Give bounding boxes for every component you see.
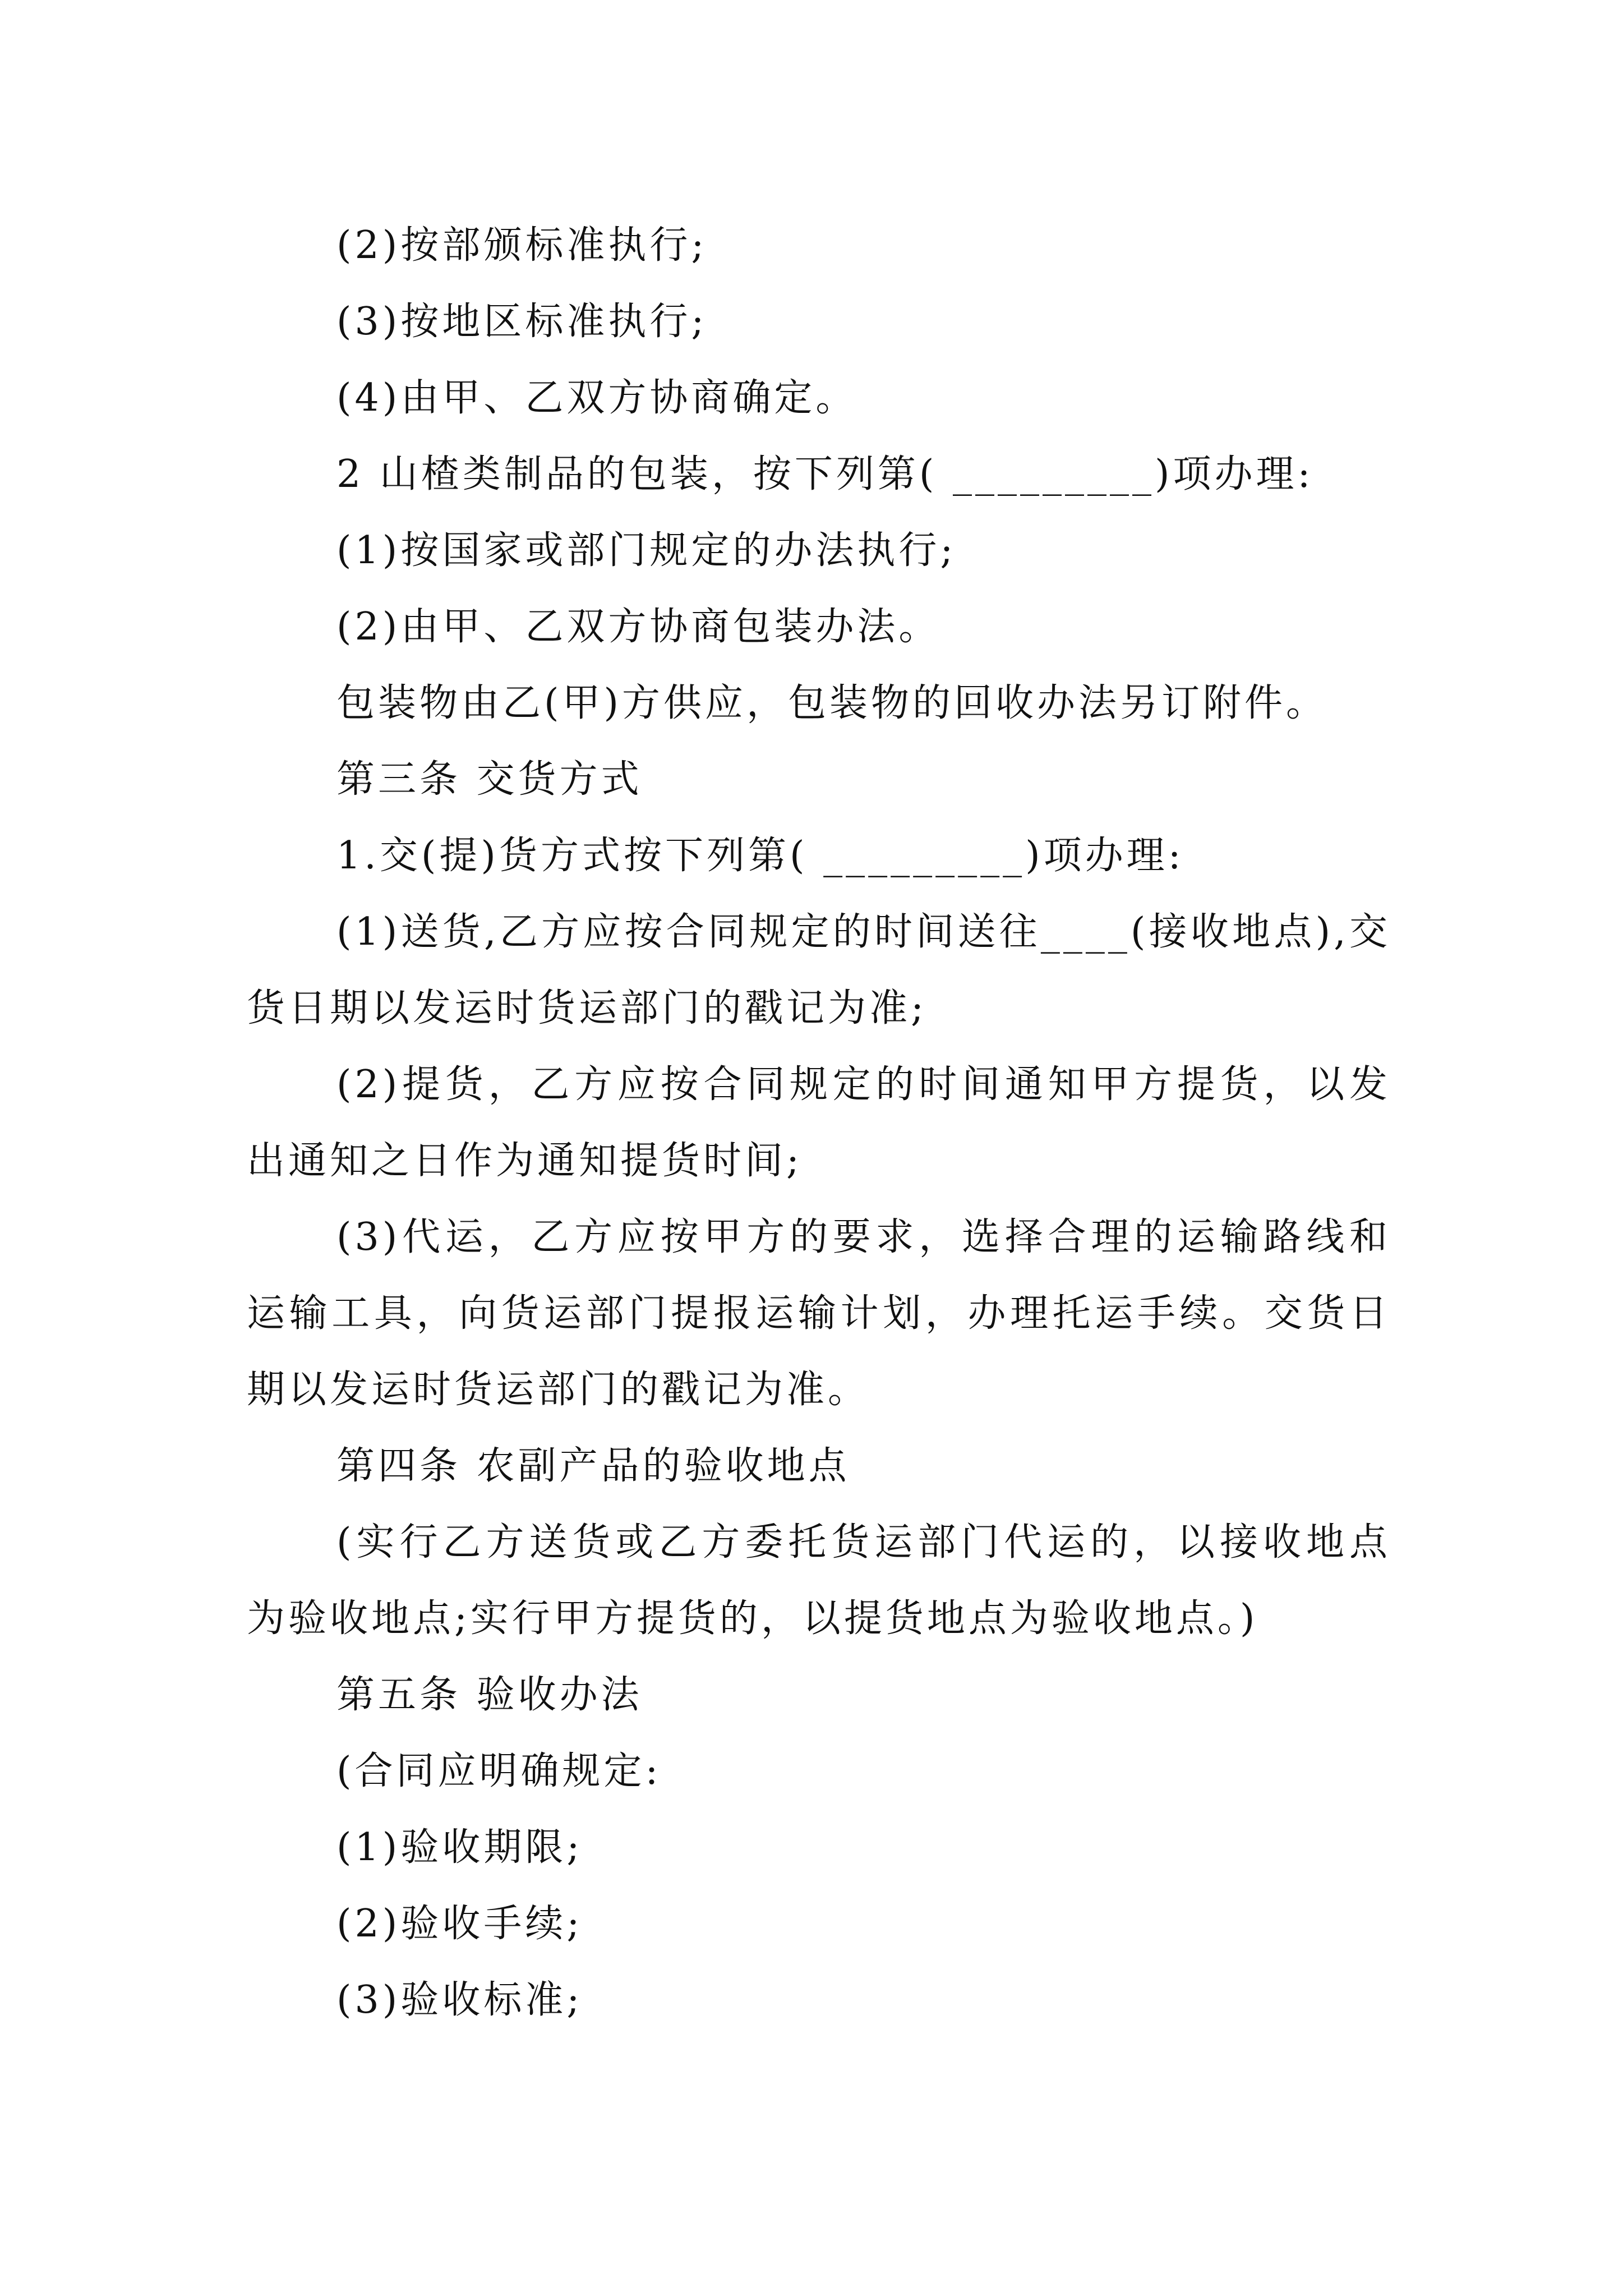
article-four-title: 第四条 农副产品的验收地点 bbox=[336, 1444, 850, 1488]
paragraph-standard-ministry: (2)按部颁标准执行; bbox=[336, 223, 708, 268]
document-body bbox=[247, 208, 1391, 2039]
paragraph-delivery-method: 1.交(提)货方式按下列第( _________)项办理: bbox=[336, 834, 1184, 878]
article-five-title: 第五条 验收办法 bbox=[336, 1673, 643, 1717]
paragraph-acceptance-location: (实行乙方送货或乙方委托货运部门代运的，以接收地点为验收地点;实行甲方提货的，以提货地点为验收地点。) bbox=[247, 1520, 1391, 1641]
paragraph-delivery-send: (1)送货,乙方应按合同规定的时间送往____(接收地点),交货日期以发运时货运部门的戳记为准; bbox=[247, 910, 1391, 1030]
paragraph-acceptance-standard: (3)验收标准; bbox=[336, 1978, 583, 2022]
paragraph-acceptance-procedure: (2)验收手续; bbox=[336, 1902, 583, 1946]
paragraph-standard-negotiation: (4)由甲、乙双方协商确定。 bbox=[336, 376, 857, 420]
paragraph-packaging-negotiation: (2)由甲、乙双方协商包装办法。 bbox=[336, 605, 940, 649]
article-three-title: 第三条 交货方式 bbox=[336, 757, 643, 802]
paragraph-delivery-agent: (3)代运，乙方应按甲方的要求，选择合理的运输路线和运输工具，向货运部门提报运输计划，办理托运手续。交货日期以发运时货运部门的戳记为准。 bbox=[247, 1215, 1391, 1412]
paragraph-acceptance-period: (1)验收期限; bbox=[336, 1825, 583, 1870]
paragraph-packaging-national: (1)按国家或部门规定的办法执行; bbox=[336, 528, 957, 573]
paragraph-packaging-supply: 包装物由乙(甲)方供应，包装物的回收办法另订附件。 bbox=[336, 681, 1328, 725]
paragraph-acceptance-rules: (合同应明确规定: bbox=[336, 1749, 662, 1793]
paragraph-standard-region: (3)按地区标准执行; bbox=[336, 300, 708, 344]
paragraph-packaging-heading: 2 山楂类制品的包装，按下列第( _________)项办理: bbox=[336, 452, 1314, 496]
paragraph-delivery-pickup: (2)提货，乙方应按合同规定的时间通知甲方提货，以发出通知之日作为通知提货时间; bbox=[247, 1062, 1391, 1183]
